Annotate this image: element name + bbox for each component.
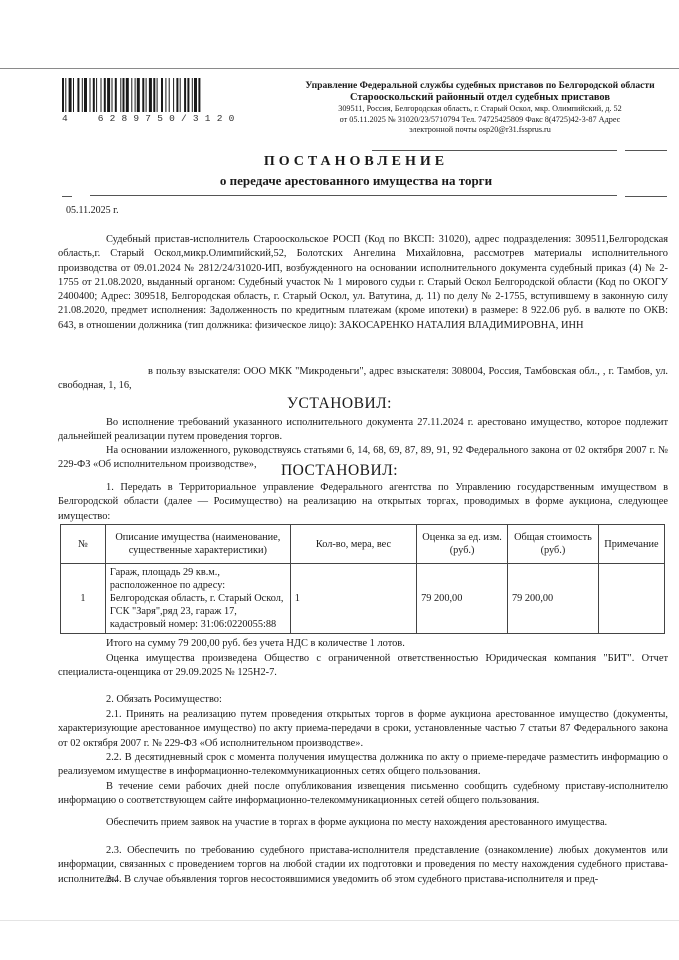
established-heading: УСТАНОВИЛ: bbox=[287, 395, 392, 412]
established-paragraph-1 bbox=[58, 416, 668, 445]
intro-paragraph bbox=[58, 233, 668, 333]
barcode-number: 4 6289750/3120 bbox=[62, 113, 241, 124]
agency-name: Управление Федеральной службы судебных приставов по Белгородской области bbox=[305, 80, 655, 91]
obligation-2-1-text: 2.1. Принять на реализацию путем проведения открытых торгов в форме аукциона арестованное имущество (документы, характеризующие арестованное имущество) по акту приема-передачи в сроки, установленные частью 7 статьи 87 Федерального закона от 02 октября 2007 г. № 229-ФЗ «Об исполнительном производстве». bbox=[58, 709, 668, 749]
barcode-bar bbox=[112, 78, 113, 112]
header-total: Общая стоимость (руб.) bbox=[508, 525, 599, 564]
barcode-bar bbox=[77, 78, 79, 112]
barcode-bar bbox=[180, 78, 181, 112]
total-text: Итого на сумму 79 200,00 руб. без учета НДС в количестве 1 лотов. bbox=[106, 638, 405, 649]
property-table bbox=[60, 524, 665, 634]
barcode-bar bbox=[194, 78, 197, 112]
divider bbox=[625, 150, 667, 151]
header-no: № bbox=[61, 525, 106, 564]
cell-no: 1 bbox=[61, 564, 106, 634]
barcode-bar bbox=[104, 78, 106, 112]
obligation-2-2-text: 2.2. В десятидневный срок с момента получения имущества должника по акту о приеме-передаче разместить информацию о реализуемом имуществе в информационно-телекоммуникационных сетях общего пользования. bbox=[58, 752, 668, 778]
established-text-1: Во исполнение требований указанного исполнительного документа 27.11.2024 г. арестовано имущество, которое подлежит дальнейшей реализации путем проведения торгов. bbox=[58, 417, 668, 443]
divider bbox=[372, 150, 617, 151]
intro-text: Судебный пристав-исполнитель Старооскольское РОСП (Код по ВКСП: 31020), адрес подразделения: 309511,Белгородская область,г. Старый Оскол,микр.Олимпийский,52, Болотских Ангелина Михайловна, рассмотрев материалы исполнительного производства от 09.01.2024 № 2812/24/31020-ИП, возбужденного на основании исполнительного документа судебный приказ (4) № 2-1755 от 21.08.2020, выданный органом: Судебный участок № 1 мирового судьи г. Старый Оскол Белгородской области (Код по ОКОГУ 2400400; Адрес: 309518, Белгородская область, г. Старый Оскол, ул. Ватутина, д. 11) по делу № 2-1755, вступившему в законную силу 21.08.2020, предмет исполнения: Задолженность по кредитным платежам (кроме ипотеки) в размере: 8 922.06 руб. в валюте по ОКВ: 643, в отношении должника (тип должника: физическое лицо): ЗАКОСАРЕНКО НАТАЛИЯ ВЛАДИМИРОВНА, ИНН bbox=[58, 234, 668, 331]
agency-address: 309511, Россия, Белгородская область, г. Старый Оскол, мкр. Олимпийский, д. 52 bbox=[338, 104, 622, 113]
scan-edge-line bbox=[0, 68, 679, 69]
total-paragraph bbox=[58, 637, 668, 651]
barcode-bar bbox=[120, 78, 121, 112]
creditor-text: в пользу взыскателя: ООО МКК "Микроденьги", адрес взыскателя: 308004, Россия, Тамбовская обл., , г. Тамбов, ул. свободная, 1, 16, bbox=[58, 366, 668, 392]
barcode-bar bbox=[176, 78, 178, 112]
document-date: 05.11.2025 г. bbox=[66, 205, 119, 216]
barcode-bar bbox=[165, 78, 166, 112]
cell-description: Гараж, площадь 29 кв.м., расположенное по адресу: Белгородская область, г. Старый Оскол, ГСК "Заря",ряд 23, гараж 17, кадастровый номер: 31:06:0220055:88 bbox=[105, 564, 290, 634]
barcode-bar bbox=[96, 78, 97, 112]
cell-total: 79 200,00 bbox=[508, 564, 599, 634]
appraisal-text: Оценка имущества произведена Общество с ограниченной ответственностью Юридическая компания "БИТ". Отчет специалиста-оценщика от 29.09.2025 № 125Н2-7. bbox=[58, 653, 668, 679]
header-unit-price: Оценка за ед. изм. (руб.) bbox=[417, 525, 508, 564]
obligation-2-4 bbox=[58, 873, 668, 887]
resolved-text-1: 1. Передать в Территориальное управление Федерального агентства по Управлению государственным имуществом в Белгородской области (далее — Росимущество) на реализацию на открытых торгах, проводимых в форме аукциона, следующее имущество: bbox=[58, 482, 668, 522]
resolved-heading: ПОСТАНОВИЛ: bbox=[280, 462, 399, 479]
barcode-bar bbox=[192, 78, 193, 112]
divider bbox=[62, 196, 72, 197]
scan-edge-line bbox=[0, 920, 679, 921]
barcode-bar bbox=[62, 78, 64, 112]
obligation-2-2-notice-text: В течение семи рабочих дней после опубликования извещения письменно сообщить судебному приставу-исполнителю информацию о соответствующем сайте информационно-телекоммуникационных сетей общего пользования. bbox=[58, 781, 668, 807]
barcode-bar bbox=[184, 78, 186, 112]
header-quantity: Кол-во, мера, вес bbox=[290, 525, 416, 564]
barcode-bar bbox=[131, 78, 132, 112]
barcode-bar bbox=[157, 78, 158, 112]
divider bbox=[625, 196, 667, 197]
barcode-bar bbox=[137, 78, 140, 112]
barcode-bars bbox=[62, 78, 292, 114]
barcode-bar bbox=[82, 78, 83, 112]
obligation-2-2 bbox=[58, 751, 668, 780]
obligation-2-2-applications-text: Обеспечить прием заявок на участие в торгах в форме аукциона по месту нахождения арестованного имущества. bbox=[106, 817, 608, 828]
barcode-bar bbox=[73, 78, 74, 112]
barcode-bar bbox=[198, 78, 200, 112]
barcode-bar bbox=[187, 78, 189, 112]
header-description: Описание имущества (наименование, существенные характеристики) bbox=[105, 525, 290, 564]
barcode-bar bbox=[69, 78, 72, 112]
barcode-bar bbox=[84, 78, 87, 112]
agency-email: электронной почты osp20@r31.fssprus.ru bbox=[409, 125, 551, 134]
barcode-bar bbox=[90, 78, 91, 112]
obligation-2-3-text: 2.3. Обеспечить по требованию судебного пристава-исполнителя представление (ознакомление) любых документов или информации, связанных с проведением торгов на любой стадии их подготовки и проведения по месту нахождения судебного пристава-исполнителя. bbox=[58, 845, 668, 885]
table-header-row bbox=[61, 525, 665, 564]
barcode-bar bbox=[123, 78, 125, 112]
resolved-paragraph-1 bbox=[58, 481, 668, 524]
barcode-bar bbox=[101, 78, 102, 112]
obligation-2-2-applications bbox=[58, 816, 668, 830]
barcode-bar bbox=[115, 78, 117, 112]
obligation-2 bbox=[58, 693, 668, 707]
document-subtitle: о передаче арестованного имущества на торги bbox=[219, 173, 493, 188]
established-text-2: На основании изложенного, руководствуясь статьями 6, 14, 68, 69, 87, 89, 91, 92 Федерального закона от 02 октября 2007 г. № 229-ФЗ «Об исполнительном производстве», bbox=[58, 445, 668, 471]
obligation-2-4-text: 2.4. В случае объявления торгов несостоявшимися уведомить об этом судебного пристава-исполнителя и пред- bbox=[106, 874, 599, 885]
barcode-bar bbox=[146, 78, 147, 112]
barcode-bar bbox=[153, 78, 155, 112]
barcode-bar bbox=[107, 78, 110, 112]
barcode-bar bbox=[173, 78, 174, 112]
cell-note bbox=[598, 564, 664, 634]
reference-line: от 05.11.2025 № 31020/23/5710794 Тел. 74725425809 Факс 8(4725)42-3-87 Адрес bbox=[339, 114, 621, 124]
obligation-2-2-notice bbox=[58, 780, 668, 809]
barcode-bar bbox=[126, 78, 129, 112]
barcode-bar bbox=[93, 78, 95, 112]
barcode-bar bbox=[135, 78, 136, 112]
agency-header bbox=[300, 80, 660, 136]
cell-unit-price: 79 200,00 bbox=[417, 564, 508, 634]
barcode-bar bbox=[169, 78, 170, 112]
barcode-bar bbox=[161, 78, 163, 112]
cell-quantity: 1 bbox=[290, 564, 416, 634]
department-name: Старооскольский районный отдел судебных приставов bbox=[350, 92, 610, 103]
appraisal-paragraph bbox=[58, 652, 668, 681]
barcode-bar bbox=[65, 78, 66, 112]
creditor-paragraph bbox=[58, 365, 668, 394]
obligation-2-text: 2. Обязать Росимущество: bbox=[106, 694, 222, 705]
table-row bbox=[61, 564, 665, 634]
divider bbox=[90, 195, 617, 196]
obligation-2-1 bbox=[58, 708, 668, 751]
barcode-bar bbox=[149, 78, 152, 112]
barcode-bar bbox=[142, 78, 144, 112]
document-title: ПОСТАНОВЛЕНИЕ bbox=[263, 154, 449, 169]
header-note: Примечание bbox=[598, 525, 664, 564]
